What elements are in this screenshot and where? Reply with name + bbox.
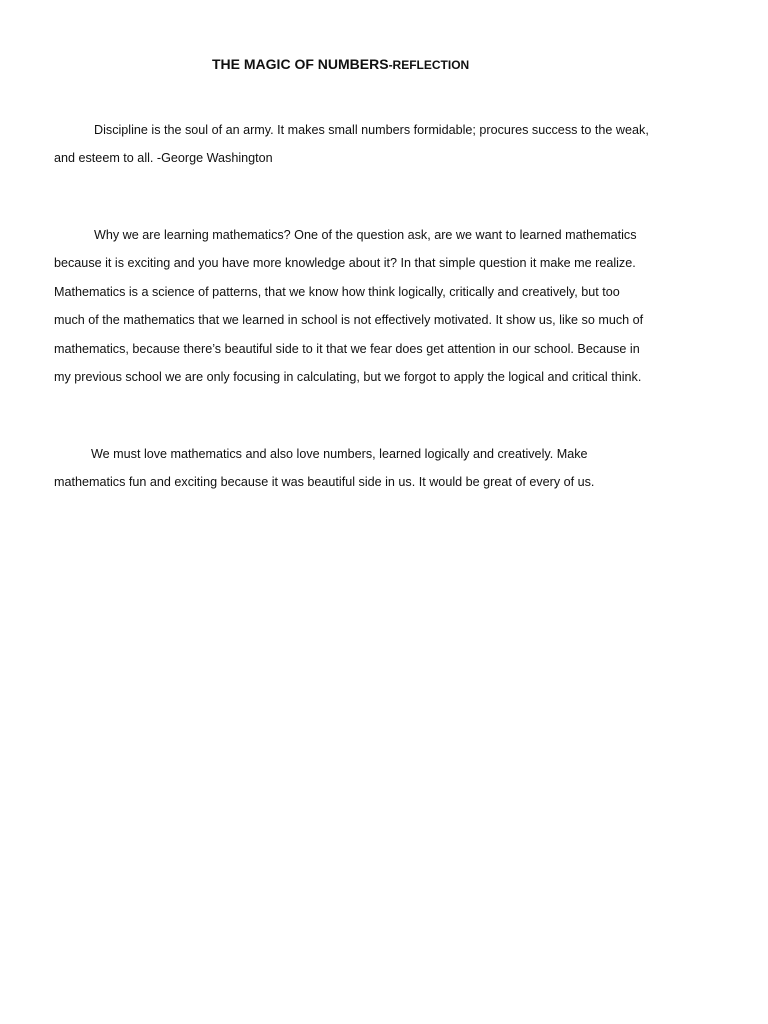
- paragraph-line: We must love mathematics and also love numbers, learned logically and creatively. Make: [91, 447, 588, 461]
- body-paragraph-1: [54, 221, 716, 391]
- title-suffix: -REFLECTION: [388, 58, 470, 72]
- paragraph-line: Why we are learning mathematics? One of the question ask, are we want to learned mathematics: [94, 228, 637, 242]
- title-main: THE MAGIC OF NUMBERS: [212, 56, 389, 72]
- paragraph-line: much of the mathematics that we learned in school is not effectively motivated. It show us, like so much of: [54, 313, 644, 328]
- paragraph-line: mathematics, because there’s beautiful side to it that we fear does get attention in our school. Because in: [54, 341, 640, 356]
- body-paragraph-2: [54, 440, 716, 497]
- quote-paragraph: [54, 116, 716, 173]
- quote-line: Discipline is the soul of an army. It makes small numbers formidable; procures success to the weak,: [94, 123, 649, 137]
- paragraph-line: because it is exciting and you have more knowledge about it? In that simple question it make me realize.: [54, 256, 636, 271]
- paragraph-line: my previous school we are only focusing in calculating, but we forgot to apply the logical and critical think.: [54, 370, 642, 385]
- paragraph-line: mathematics fun and exciting because it was beautiful side in us. It would be great of every of us.: [54, 475, 595, 490]
- quote-line: and esteem to all. -George Washington: [54, 151, 273, 166]
- document-title: [212, 56, 469, 74]
- paragraph-line: Mathematics is a science of patterns, that we know how think logically, critically and creatively, but too: [54, 284, 620, 299]
